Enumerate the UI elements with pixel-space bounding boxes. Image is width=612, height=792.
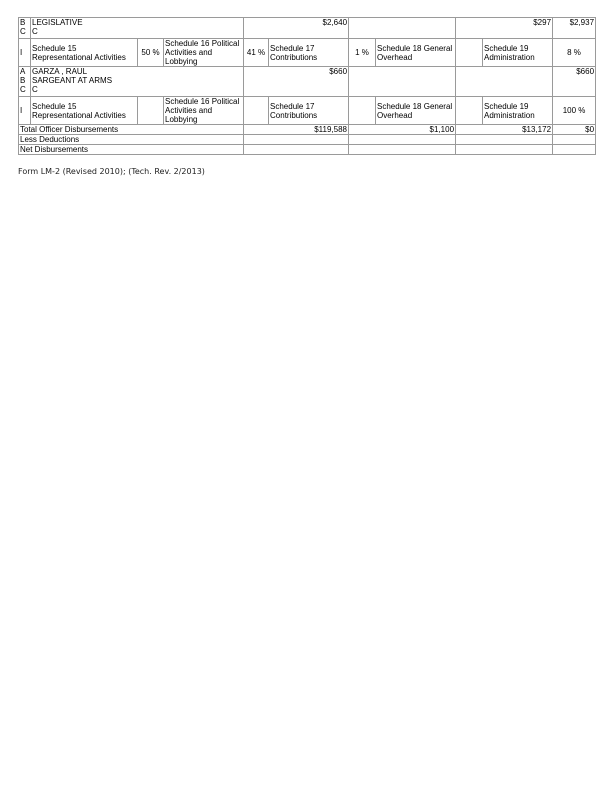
schedule-18-pct <box>456 97 483 125</box>
total-value: $1,100 <box>349 125 456 135</box>
schedule-code: I <box>19 97 31 125</box>
amount-cell <box>349 67 456 97</box>
officer-row <box>19 18 596 39</box>
total-value: $119,588 <box>244 125 349 135</box>
schedule-16-label: Schedule 16 Political Activities and Lobbying <box>164 97 244 125</box>
schedule-19-label: Schedule 19 Administration <box>483 97 553 125</box>
form-footer: Form LM-2 (Revised 2010); (Tech. Rev. 2/2013) <box>18 167 205 176</box>
amount-cell <box>349 18 456 39</box>
officer-disbursements-table <box>18 17 596 155</box>
schedule-15-pct: 50 % <box>138 39 164 67</box>
total-row <box>19 125 596 135</box>
amount-cell: $660 <box>553 67 596 97</box>
net-value <box>553 145 596 155</box>
amount-cell <box>456 67 553 97</box>
amount-cell: $660 <box>244 67 349 97</box>
deductions-row <box>19 135 596 145</box>
schedule-17-label: Schedule 17 Contributions <box>269 39 349 67</box>
schedule-row <box>19 97 596 125</box>
officer-row <box>19 67 596 97</box>
schedule-19-pct: 100 % <box>553 97 596 125</box>
net-row <box>19 145 596 155</box>
total-value: $13,172 <box>456 125 553 135</box>
deductions-value <box>456 135 553 145</box>
officer-name: GARZA , RAUL SARGEANT AT ARMS C <box>31 67 244 97</box>
schedule-18-label: Schedule 18 General Overhead <box>376 39 456 67</box>
deductions-label: Less Deductions <box>19 135 244 145</box>
schedule-row <box>19 39 596 67</box>
schedule-19-pct: 8 % <box>553 39 596 67</box>
schedule-18-label: Schedule 18 General Overhead <box>376 97 456 125</box>
deductions-value <box>244 135 349 145</box>
schedule-15-pct <box>138 97 164 125</box>
schedule-16-pct: 41 % <box>244 39 269 67</box>
schedule-code: I <box>19 39 31 67</box>
total-value: $0 <box>553 125 596 135</box>
schedule-18-pct <box>456 39 483 67</box>
amount-cell: $2,937 <box>553 18 596 39</box>
schedule-15-label: Schedule 15 Representational Activities <box>31 39 138 67</box>
officer-name: LEGISLATIVE C <box>31 18 244 39</box>
amount-cell: $297 <box>456 18 553 39</box>
officer-codes: B C <box>19 18 31 39</box>
officer-disbursements-page <box>18 17 595 155</box>
schedule-17-label: Schedule 17 Contributions <box>269 97 349 125</box>
net-value <box>456 145 553 155</box>
schedule-16-label: Schedule 16 Political Activities and Lobbying <box>164 39 244 67</box>
deductions-value <box>349 135 456 145</box>
schedule-17-pct: 1 % <box>349 39 376 67</box>
net-label: Net Disbursements <box>19 145 244 155</box>
schedule-16-pct <box>244 97 269 125</box>
net-value <box>244 145 349 155</box>
schedule-17-pct <box>349 97 376 125</box>
amount-cell: $2,640 <box>244 18 349 39</box>
total-label: Total Officer Disbursements <box>19 125 244 135</box>
schedule-15-label: Schedule 15 Representational Activities <box>31 97 138 125</box>
deductions-value <box>553 135 596 145</box>
officer-codes: A B C <box>19 67 31 97</box>
schedule-19-label: Schedule 19 Administration <box>483 39 553 67</box>
net-value <box>349 145 456 155</box>
